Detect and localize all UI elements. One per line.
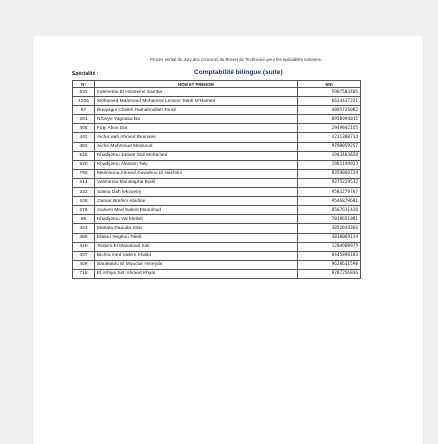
row-nni: 6634437221 xyxy=(298,97,361,106)
row-number: 442 xyxy=(73,133,95,142)
table-row xyxy=(73,224,361,233)
row-name: Oumar Brahim Abidine xyxy=(95,197,298,206)
table-row xyxy=(73,160,361,169)
row-name: N'Deye Yagouba Ba xyxy=(95,115,298,124)
row-nni: 3838069114 xyxy=(298,233,361,242)
table-row xyxy=(73,151,361,160)
row-number: 232 xyxy=(73,188,95,197)
header-number: N° xyxy=(73,81,95,88)
row-number: 67 xyxy=(73,106,95,115)
row-name: Mariata Daouda Sow xyxy=(95,224,298,233)
document-header: Procès verbal du Jury des concours du Brevet de Technicien pour les spécialités tertiaires. xyxy=(150,57,322,62)
row-number: 1205 xyxy=(73,97,95,106)
row-nni: 9275229532 xyxy=(298,178,361,187)
row-name: Fatimetou El Houseine Samba xyxy=(95,88,298,97)
row-name: Khadijetou Alassen Taly xyxy=(95,160,298,169)
row-nni: 0445890183 xyxy=(298,251,361,260)
table-row xyxy=(73,197,361,206)
row-name: Salma Dah lekoueiry xyxy=(95,188,298,197)
row-number: 409 xyxy=(73,260,95,269)
row-nni: 0950994015 xyxy=(298,115,361,124)
row-number: 520 xyxy=(73,160,95,169)
row-number: 483 xyxy=(73,142,95,151)
row-name: Vatimetou Moustapha Boilil xyxy=(95,178,298,187)
row-name: Aicha wah Ahmed Bennane xyxy=(95,133,298,142)
table-row xyxy=(73,115,361,124)
header-name: NOM ET PRENOM xyxy=(95,81,298,88)
row-nni: 3852844366 xyxy=(298,224,361,233)
specialite-label: Spécialité : xyxy=(72,71,99,77)
row-nni: 1204908975 xyxy=(298,242,361,251)
table-row xyxy=(73,233,361,242)
row-number: 248 xyxy=(73,197,95,206)
row-name: Mohamed Mahmoud Mohamed Lemine Taleb M'Hamed xyxy=(95,97,298,106)
row-nni: 1943403828 xyxy=(298,151,361,160)
table-row xyxy=(73,97,361,106)
table-row xyxy=(73,251,361,260)
table-row xyxy=(73,124,361,133)
row-name: Khadijetou Jaavar Sidi Mohamed xyxy=(95,151,298,160)
header-nni: NNI xyxy=(298,81,361,88)
row-name: Bichra med Salem Khalid xyxy=(95,251,298,260)
row-name: Aiche Mahmoud Messoud xyxy=(95,142,298,151)
row-name: Teslem El Maouloud Sidi xyxy=(95,242,298,251)
row-nni: 8567611426 xyxy=(298,206,361,215)
row-name: Faty Abou Dia xyxy=(95,124,298,133)
table-row xyxy=(73,178,361,187)
row-name: Efatou Seghou Taleb xyxy=(95,233,298,242)
table-row xyxy=(73,106,361,115)
table-row xyxy=(73,133,361,142)
row-number: 420 xyxy=(73,242,95,251)
row-nni: 1981149923 xyxy=(298,160,361,169)
row-nni: 9583279707 xyxy=(298,188,361,197)
table-row xyxy=(73,269,361,278)
row-number: 633 xyxy=(73,88,95,97)
row-nni: 8359869729 xyxy=(298,169,361,178)
row-nni: 9798059257 xyxy=(298,142,361,151)
row-number: 486 xyxy=(73,233,95,242)
table-header-row xyxy=(73,81,361,88)
table-row xyxy=(73,88,361,97)
table-row xyxy=(73,188,361,197)
table-row xyxy=(73,206,361,215)
row-nni: 2949842155 xyxy=(298,124,361,133)
row-number: 437 xyxy=(73,251,95,260)
row-number: 343 xyxy=(73,224,95,233)
row-number: 281 xyxy=(73,115,95,124)
row-name: mariem Med Salem Maouloud xyxy=(95,206,298,215)
row-nni: 7019651081 xyxy=(298,215,361,224)
row-nni: 5907584405 xyxy=(298,88,361,97)
row-nni: 9628611590 xyxy=(298,260,361,269)
specialite-value: Comptabilité bilingue (suite) xyxy=(194,69,283,76)
row-number: 405 xyxy=(73,124,95,133)
row-number: 276 xyxy=(73,206,95,215)
table-row xyxy=(73,242,361,251)
table-row xyxy=(73,169,361,178)
row-number: 86 xyxy=(73,215,95,224)
row-name: Bouyagui Cheikh Hamahoullah Touré xyxy=(95,106,298,115)
row-number: 214 xyxy=(73,178,95,187)
row-nni: 4095735082 xyxy=(298,106,361,115)
row-name: Khadijetou Val Meiloh xyxy=(95,215,298,224)
row-number: 793 xyxy=(73,169,95,178)
row-number: 718 xyxy=(73,269,95,278)
row-name: Barakatou El Mouctar Hmeyda xyxy=(95,260,298,269)
row-nni: 9546879681 xyxy=(298,197,361,206)
table-row xyxy=(73,142,361,151)
row-nni: 1221300714 xyxy=(298,133,361,142)
results-table xyxy=(72,80,361,279)
row-nni: 9787256836 xyxy=(298,269,361,278)
table-row xyxy=(73,260,361,269)
table-row xyxy=(73,215,361,224)
row-number: 546 xyxy=(73,151,95,160)
row-name: Meimouna Ahmed Ouwahou El Hachimi xyxy=(95,169,298,178)
row-name: El Arbiya Sid 'Ahmed Khyar xyxy=(95,269,298,278)
